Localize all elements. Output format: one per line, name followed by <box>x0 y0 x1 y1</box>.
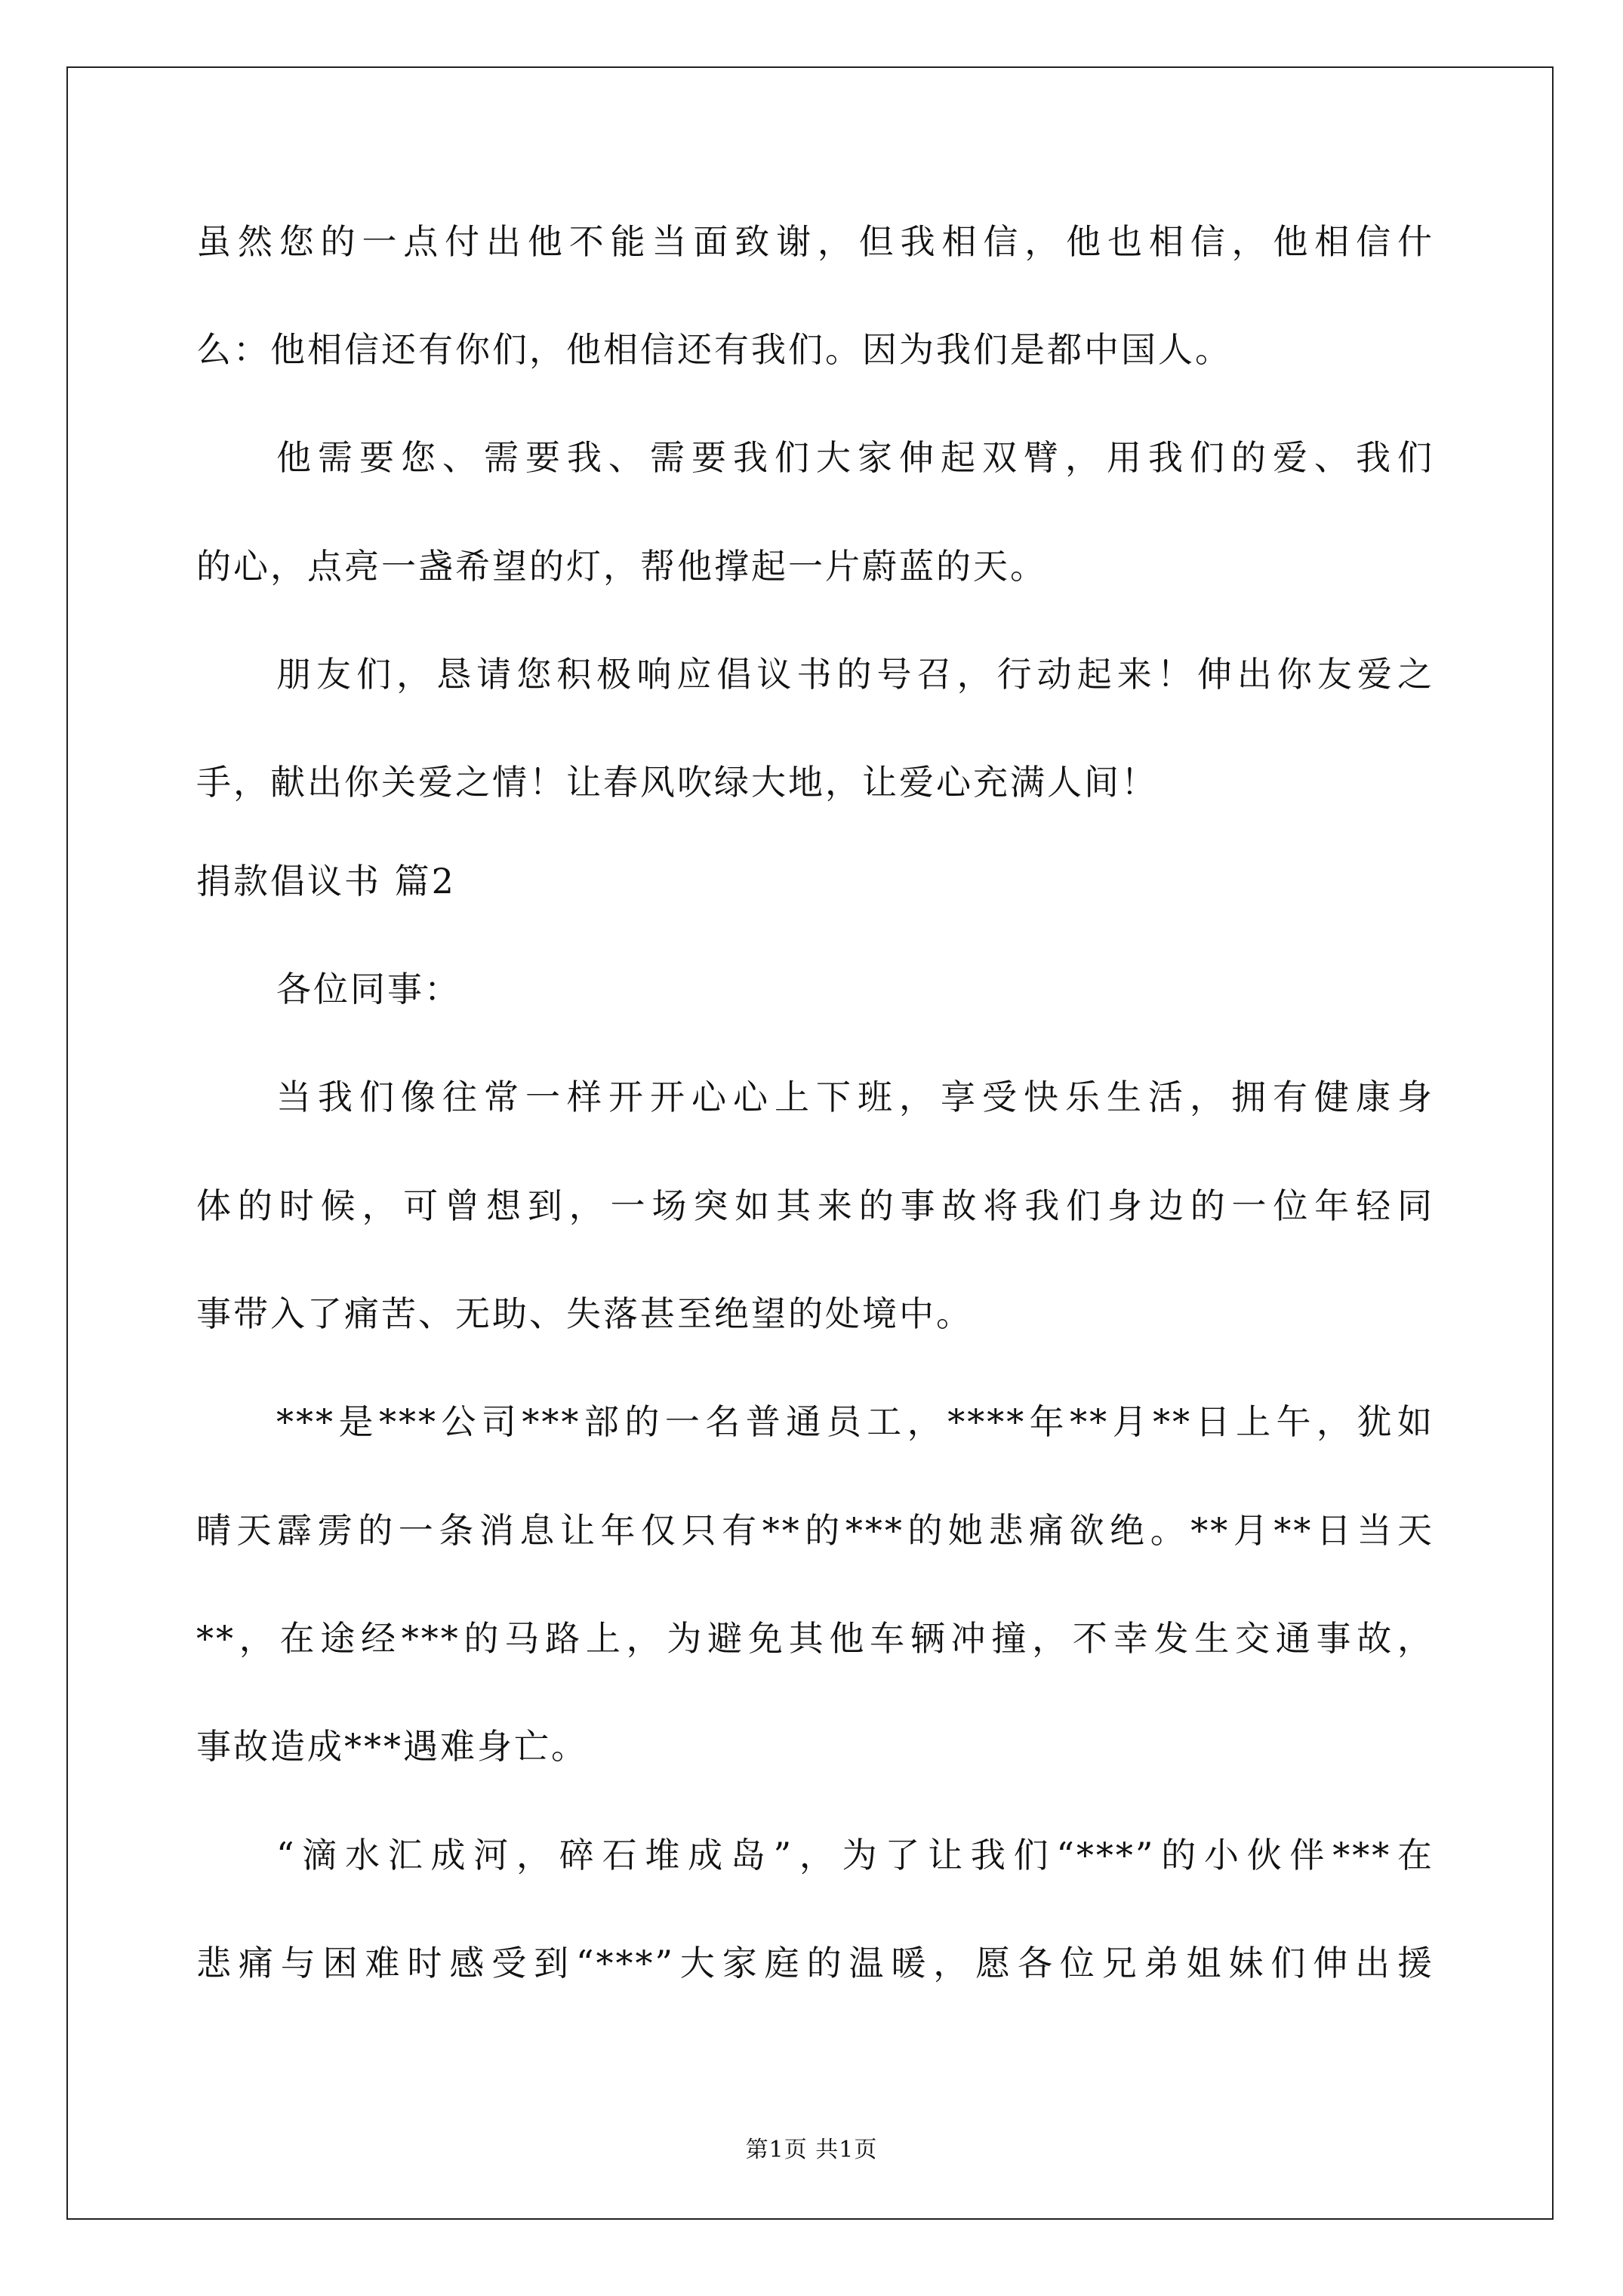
text-line: 悲痛与困难时感受到“***”大家庭的温暖，愿各位兄弟姐妹们伸出援 <box>196 1943 1434 1983</box>
page-border <box>66 66 1554 2220</box>
text-line: 么：他相信还有你们，他相信还有我们。因为我们是都中国人。 <box>196 329 1232 370</box>
text-line: 事故造成***遇难身亡。 <box>196 1726 588 1767</box>
text-line: 他需要您、需要我、需要我们大家伸起双臂，用我们的爱、我们 <box>276 437 1434 478</box>
text-line: 体的时候，可曾想到，一场突如其来的事故将我们身边的一位年轻同 <box>196 1185 1434 1226</box>
text-line: 虽然您的一点付出他不能当面致谢，但我相信，他也相信，他相信什 <box>196 221 1434 262</box>
text-line: **，在途经***的马路上，为避免其他车辆冲撞，不幸发生交通事故， <box>196 1618 1434 1659</box>
text-line: 朋友们，恳请您积极响应倡议书的号召，行动起来！伸出你友爱之 <box>276 654 1434 695</box>
section-heading: 捐款倡议书 篇2 <box>196 861 456 901</box>
text-line: 晴天霹雳的一条消息让年仅只有**的***的她悲痛欲绝。**月**日当天 <box>196 1510 1434 1551</box>
text-line: “滴水汇成河，碎石堆成岛”，为了让我们“***”的小伙伴***在 <box>276 1835 1434 1875</box>
text-line: ***是***公司***部的一名普通员工，****年**月**日上午，犹如 <box>276 1401 1434 1442</box>
text-line: 当我们像往常一样开开心心上下班，享受快乐生活，拥有健康身 <box>276 1077 1434 1117</box>
text-line: 手，献出你关爱之情！让春风吹绿大地，让爱心充满人间！ <box>196 762 1158 803</box>
text-line: 的心，点亮一盏希望的灯，帮他撑起一片蔚蓝的天。 <box>196 546 1047 587</box>
text-line: 事带入了痛苦、无助、失落甚至绝望的处境中。 <box>196 1293 973 1334</box>
page-footer: 第1页 共1页 <box>745 2137 878 2163</box>
salutation: 各位同事： <box>276 969 461 1009</box>
